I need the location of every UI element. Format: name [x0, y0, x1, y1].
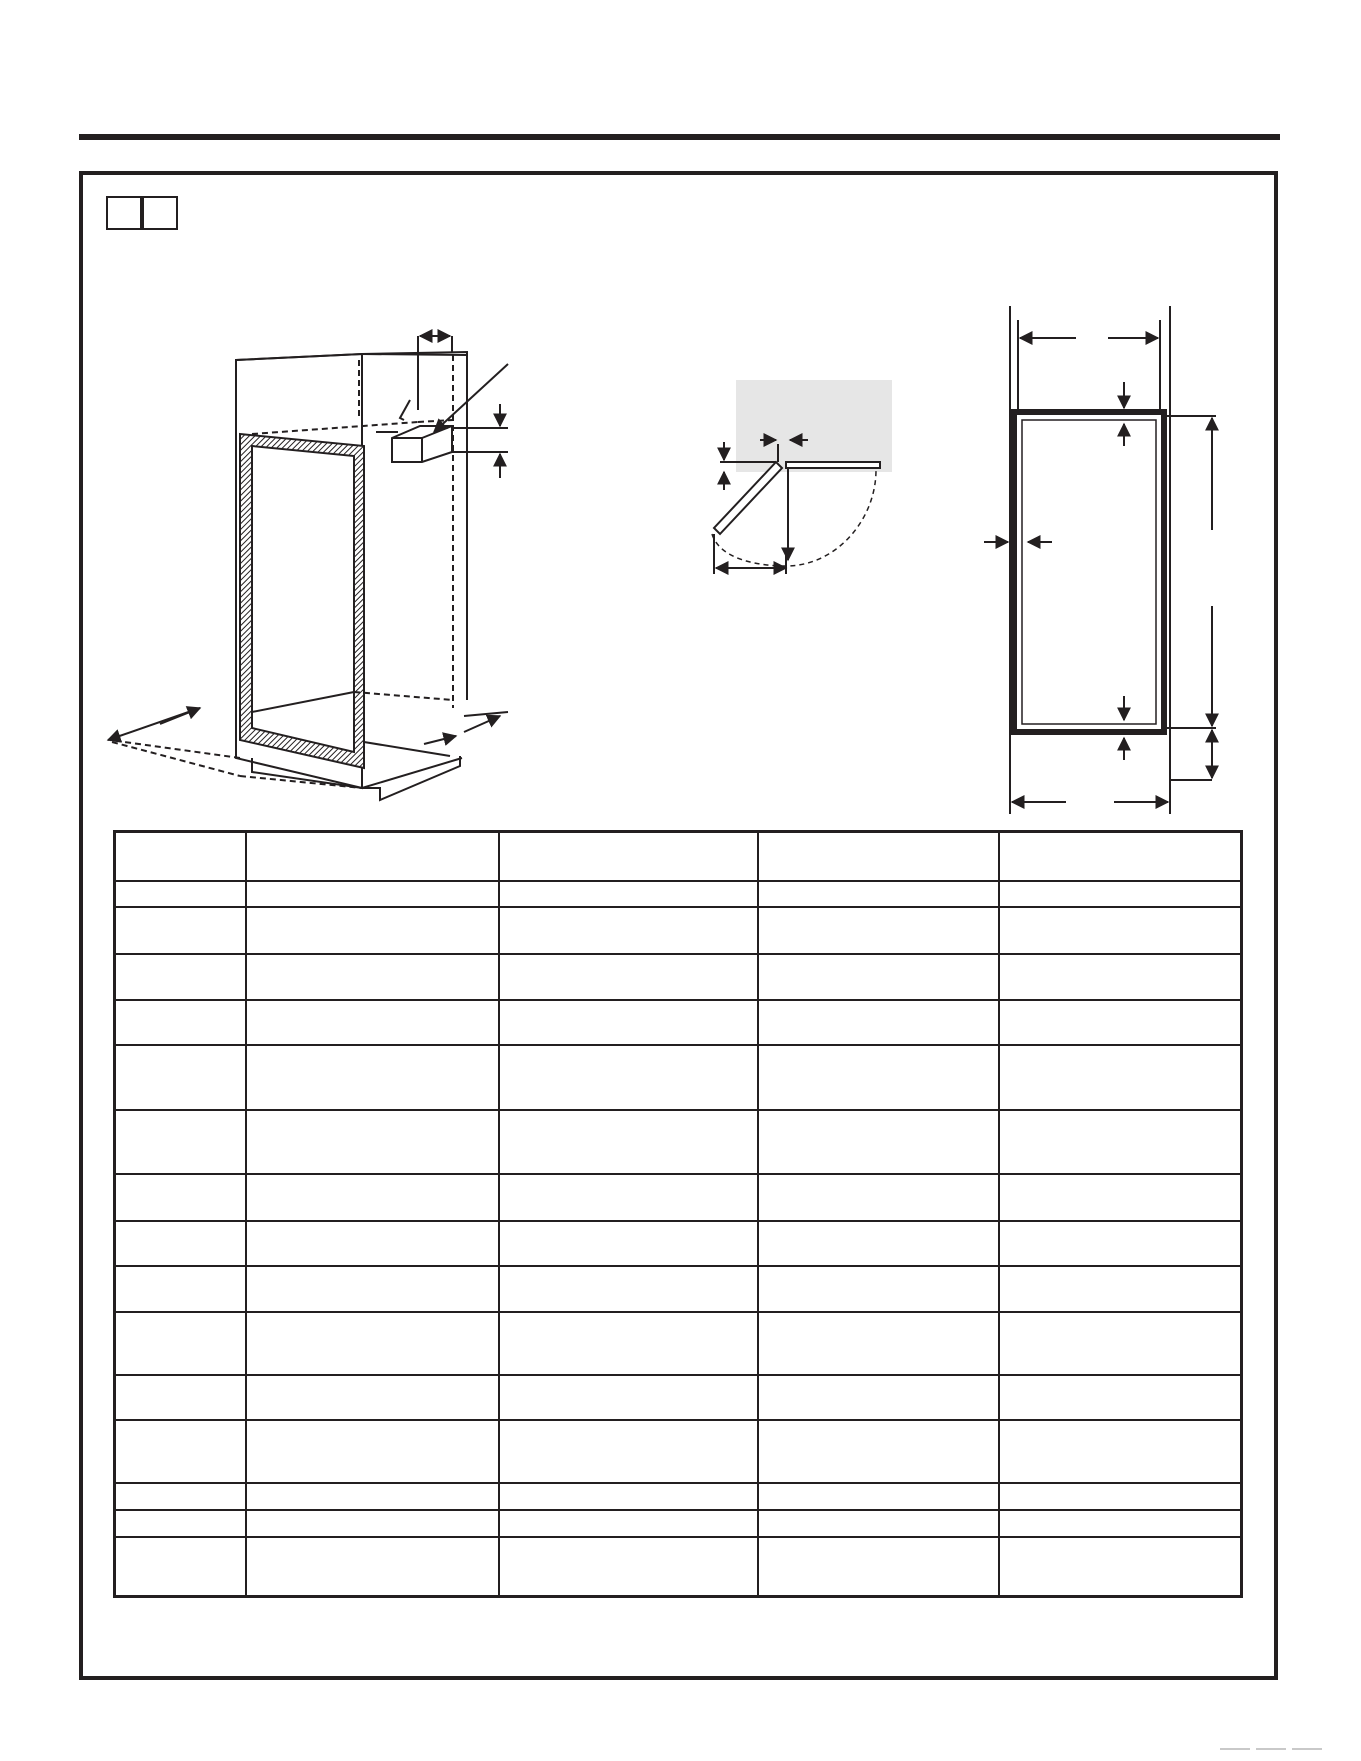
table-cell [499, 954, 758, 1000]
column-header [115, 832, 246, 882]
table-cell [246, 1483, 499, 1510]
table-cell [499, 1537, 758, 1597]
table-cell [246, 907, 499, 954]
table-cell [758, 907, 999, 954]
table-cell [999, 1375, 1242, 1421]
table-cell [246, 881, 499, 907]
table-cell [999, 1000, 1242, 1046]
footer-mark [1220, 1748, 1250, 1750]
table-row [115, 881, 1242, 907]
table-cell [999, 881, 1242, 907]
table-cell [115, 1174, 246, 1221]
table-cell [999, 907, 1242, 954]
table-cell [246, 1312, 499, 1375]
table-cell [246, 1045, 499, 1110]
table-cell [499, 907, 758, 954]
table-cell [115, 907, 246, 954]
table-cell [758, 1110, 999, 1174]
table-cell [999, 1510, 1242, 1536]
table-cell [758, 1483, 999, 1510]
swing-arc [712, 470, 876, 566]
footer-mark [1256, 1748, 1286, 1750]
cabinet-shaded-area [736, 380, 892, 472]
table-cell [499, 1420, 758, 1483]
table-row [115, 1266, 1242, 1312]
table-cell [246, 1266, 499, 1312]
table-row [115, 907, 1242, 954]
table-cell [999, 1312, 1242, 1375]
table-cell [758, 1375, 999, 1421]
table-row [115, 1221, 1242, 1267]
table-cell [499, 1000, 758, 1046]
table-cell [246, 1510, 499, 1536]
table-cell [499, 1375, 758, 1421]
specification-table [113, 830, 1243, 1598]
table-cell [499, 1045, 758, 1110]
table-cell [758, 954, 999, 1000]
table-row [115, 1110, 1242, 1174]
column-header [499, 832, 758, 882]
opening-front-diagram [984, 306, 1216, 814]
table-cell [758, 1510, 999, 1536]
table-cell [499, 1312, 758, 1375]
table-row [115, 1312, 1242, 1375]
table-cell [999, 1045, 1242, 1110]
table-cell [758, 881, 999, 907]
table-cell [115, 1110, 246, 1174]
table-cell [499, 1110, 758, 1174]
table-cell [758, 1266, 999, 1312]
table-cell [115, 954, 246, 1000]
table-cell [115, 1420, 246, 1483]
table-row [115, 1483, 1242, 1510]
table-cell [246, 1221, 499, 1267]
table-cell [758, 1174, 999, 1221]
table-cell [499, 1221, 758, 1267]
table-cell [499, 1174, 758, 1221]
table-row [115, 1537, 1242, 1597]
column-header [758, 832, 999, 882]
cabinet-diagram [108, 336, 508, 800]
table-row [115, 1375, 1242, 1421]
footer-mark [1292, 1748, 1322, 1750]
table-cell [499, 881, 758, 907]
table-cell [999, 1537, 1242, 1597]
table-cell [115, 1537, 246, 1597]
table-row [115, 1510, 1242, 1536]
table-cell [115, 1483, 246, 1510]
table-cell [758, 1537, 999, 1597]
column-header [999, 832, 1242, 882]
door-swing-diagram [712, 380, 892, 574]
table-cell [499, 1266, 758, 1312]
table-cell [499, 1510, 758, 1536]
table-cell [246, 1174, 499, 1221]
table-cell [115, 1375, 246, 1421]
table-cell [246, 1537, 499, 1597]
table-row [115, 1000, 1242, 1046]
opening-interior [252, 446, 354, 752]
table-cell [999, 1174, 1242, 1221]
table-cell [115, 881, 246, 907]
table-cell [758, 1000, 999, 1046]
table-header-row [115, 832, 1242, 882]
table-cell [115, 1266, 246, 1312]
footer-marks [1220, 1748, 1322, 1750]
table-cell [115, 1221, 246, 1267]
table-cell [758, 1045, 999, 1110]
table-row [115, 954, 1242, 1000]
door-panel-outer [1014, 412, 1164, 732]
table-cell [246, 1375, 499, 1421]
table-cell [246, 1110, 499, 1174]
table-cell [999, 1110, 1242, 1174]
table-cell [115, 1312, 246, 1375]
table-cell [999, 1266, 1242, 1312]
table-cell [246, 954, 499, 1000]
table-cell [246, 1000, 499, 1046]
table-cell [999, 1483, 1242, 1510]
table-cell [758, 1420, 999, 1483]
door-closed [786, 462, 880, 468]
table-row [115, 1045, 1242, 1110]
table-cell [499, 1483, 758, 1510]
table-cell [115, 1045, 246, 1110]
table-cell [115, 1510, 246, 1536]
table-cell [246, 1420, 499, 1483]
table-row [115, 1174, 1242, 1221]
table-cell [758, 1221, 999, 1267]
table-cell [999, 954, 1242, 1000]
table-cell [999, 1420, 1242, 1483]
column-header [246, 832, 499, 882]
table-row [115, 1420, 1242, 1483]
table-cell [999, 1221, 1242, 1267]
table-cell [115, 1000, 246, 1046]
table-cell [758, 1312, 999, 1375]
